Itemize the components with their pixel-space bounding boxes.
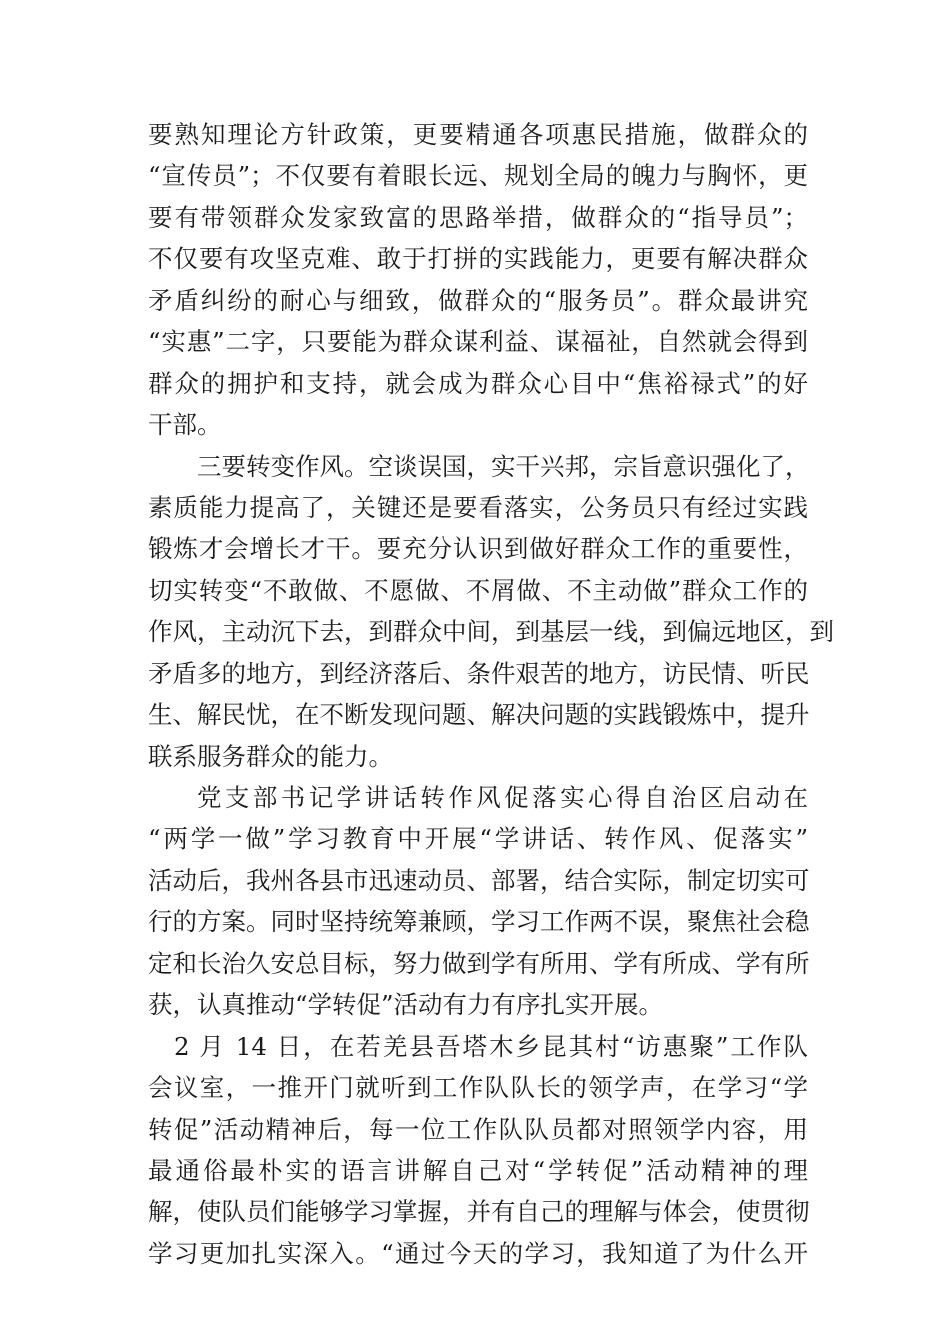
text-line: 学习更加扎实深入。“通过今天的学习，我知道了为什么开 [148, 1238, 808, 1268]
text-line: 三要转变作风。空谈误国，实干兴邦，宗旨意识强化了， [197, 451, 810, 481]
text-line: 要有带领群众发家致富的思路举措，做群众的“指导员”； [148, 202, 808, 232]
text-line: 2 月 14 日，在若羌县吾塔木乡昆其村“访惠聚”工作队 [174, 1031, 808, 1061]
text-line: 定和长治久安总目标，努力做到学有所用、学有所成、学有所 [148, 948, 810, 978]
text-line: 作风，主动沉下去，到群众中间，到基层一线，到偏远地区，到 [148, 617, 834, 647]
text-line: 最通俗最朴实的语言讲解自己对“学转促”活动精神的理 [148, 1155, 808, 1185]
text-line: 矛盾多的地方，到经济落后、条件艰苦的地方，访民情、听民 [148, 658, 810, 688]
text-line: 转促”活动精神后，每一位工作队队员都对照领学内容，用 [148, 1114, 808, 1144]
text-line: “两学一做”学习教育中开展“学讲话、转作风、促落实” [148, 824, 808, 854]
text-line: 党支部书记学讲话转作风促落实心得自治区启动在 [197, 783, 808, 812]
text-line: 不仅要有攻坚克难、敢于打拼的实践能力，更要有解决群众 [148, 244, 808, 274]
text-line: 解，使队员们能够学习掌握，并有自己的理解与体会，使贯彻 [148, 1197, 810, 1227]
text-line: 要熟知理论方针政策，更要精通各项惠民措施，做群众的 [148, 120, 808, 149]
text-line: “实惠”二字，只要能为群众谋利益、谋福祉，自然就会得到 [148, 327, 808, 357]
text-line: 联系服务群众的能力。 [148, 741, 393, 771]
text-line: 会议室，一推开门就听到工作队队长的领学声，在学习“学 [148, 1073, 808, 1103]
text-line: 锻炼才会增长才干。要充分认识到做好群众工作的重要性， [148, 534, 808, 564]
text-line: 获，认真推动“学转促”活动有力有序扎实开展。 [148, 990, 664, 1020]
text-line: 活动后，我州各县市迅速动员、部署，结合实际，制定切实可 [148, 865, 810, 895]
document-body [148, 114, 834, 1274]
text-line: 行的方案。同时坚持统筹兼顾，学习工作两不误，聚焦社会稳 [148, 907, 810, 937]
text-line: “宣传员”；不仅要有着眼长远、规划全局的魄力与胸怀，更 [148, 161, 808, 191]
text-line: 群众的拥护和支持，就会成为群众心目中“焦裕禄式”的好 [148, 368, 808, 398]
text-line: 矛盾纠纷的耐心与细致，做群众的“服务员”。群众最讲究 [148, 285, 808, 315]
text-line: 切实转变“不敢做、不愿做、不屑做、不主动做”群众工作的 [148, 575, 808, 605]
text-line: 素质能力提高了，关键还是要看落实，公务员只有经过实践 [148, 492, 808, 522]
text-line: 生、解民忧，在不断发现问题、解决问题的实践锻炼中，提升 [148, 700, 810, 730]
text-line: 干部。 [148, 410, 222, 440]
